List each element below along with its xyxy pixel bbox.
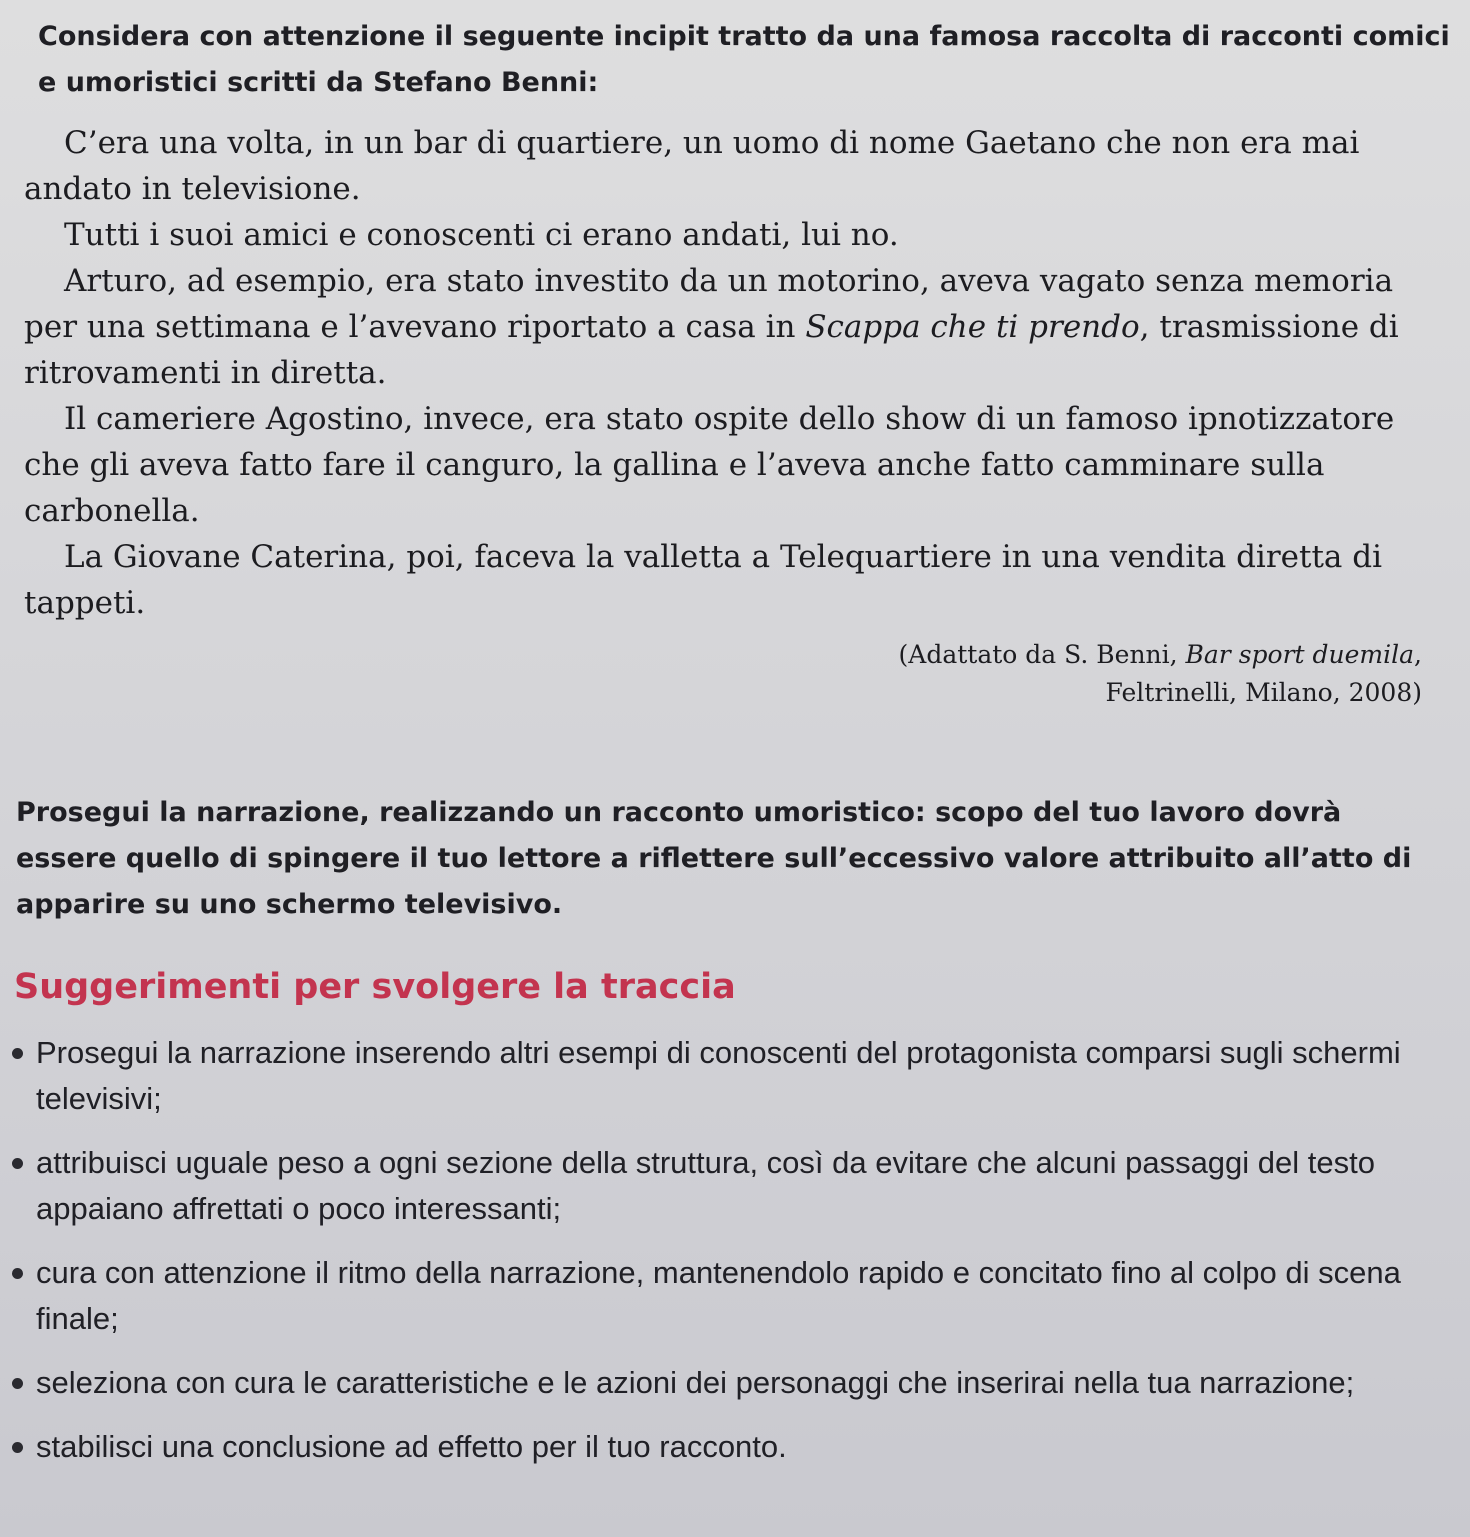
list-item: Prosegui la narrazione inserendo altri esempi di conoscenti del protagonista comparsi sugli schermi televisivi;	[12, 1030, 1442, 1122]
citation-line-2: Feltrinelli, Milano, 2008)	[1105, 678, 1422, 707]
source-citation	[722, 636, 1422, 712]
show-title: Scappa che ti prendo	[805, 309, 1140, 345]
bullet-icon	[12, 1378, 23, 1389]
intro-instruction: Considera con attenzione il seguente incipit tratto da una famosa raccolta di racconti comici e umoristici scritti da Stefano Benni:	[38, 21, 1450, 98]
excerpt-paragraph: C’era una volta, in un bar di quartiere, un uomo di nome Gaetano che non era mai andato in televisione.	[24, 125, 1360, 207]
suggestions-heading: Suggerimenti per svolgere la traccia	[14, 967, 736, 1007]
list-item: seleziona con cura le caratteristiche e le azioni dei personaggi che inserirai nella tua narrazione;	[12, 1360, 1442, 1406]
excerpt-text: , trasmissione di ritrovamenti in diretta.	[24, 309, 1399, 391]
excerpt-paragraph	[24, 258, 1424, 396]
excerpt-text: Arturo, ad esempio, era stato investito da un motorino, aveva vagato senza memoria per una settimana e l’avevano riportato a casa in	[24, 263, 1394, 345]
bullet-icon	[12, 1048, 23, 1059]
incipit-excerpt	[24, 120, 1424, 626]
excerpt-paragraph: Il cameriere Agostino, invece, era stato ospite dello show di un famoso ipnotizzatore che gli aveva fatto fare il canguro, la gallina e l’aveva anche fatto camminare sulla carbonella.	[24, 401, 1395, 529]
suggestions-list	[12, 1030, 1442, 1488]
citation-line-1: (Adattato da S. Benni, Bar sport duemila,	[898, 640, 1422, 669]
book-title: Bar sport duemila	[1185, 640, 1415, 669]
writing-task: Prosegui la narrazione, realizzando un racconto umoristico: scopo del tuo lavoro dovrà essere quello di spingere il tuo lettore a riflettere sull’eccessivo valore attribuito all’atto di apparire su uno schermo televisivo.	[16, 797, 1412, 920]
list-item: attribuisci uguale peso a ogni sezione della struttura, così da evitare che alcuni passaggi del testo appaiano affrettati o poco interessanti;	[12, 1140, 1442, 1232]
bullet-icon	[12, 1268, 23, 1279]
list-item: stabilisci una conclusione ad effetto per il tuo racconto.	[12, 1424, 1442, 1470]
excerpt-paragraph: Tutti i suoi amici e conoscenti ci erano andati, lui no.	[64, 217, 899, 253]
bullet-icon	[12, 1158, 23, 1169]
list-item: cura con attenzione il ritmo della narrazione, mantenendolo rapido e concitato fino al colpo di scena finale;	[12, 1250, 1442, 1342]
bullet-icon	[12, 1442, 23, 1453]
excerpt-paragraph: La Giovane Caterina, poi, faceva la valletta a Telequartiere in una vendita diretta di tappeti.	[24, 539, 1382, 621]
